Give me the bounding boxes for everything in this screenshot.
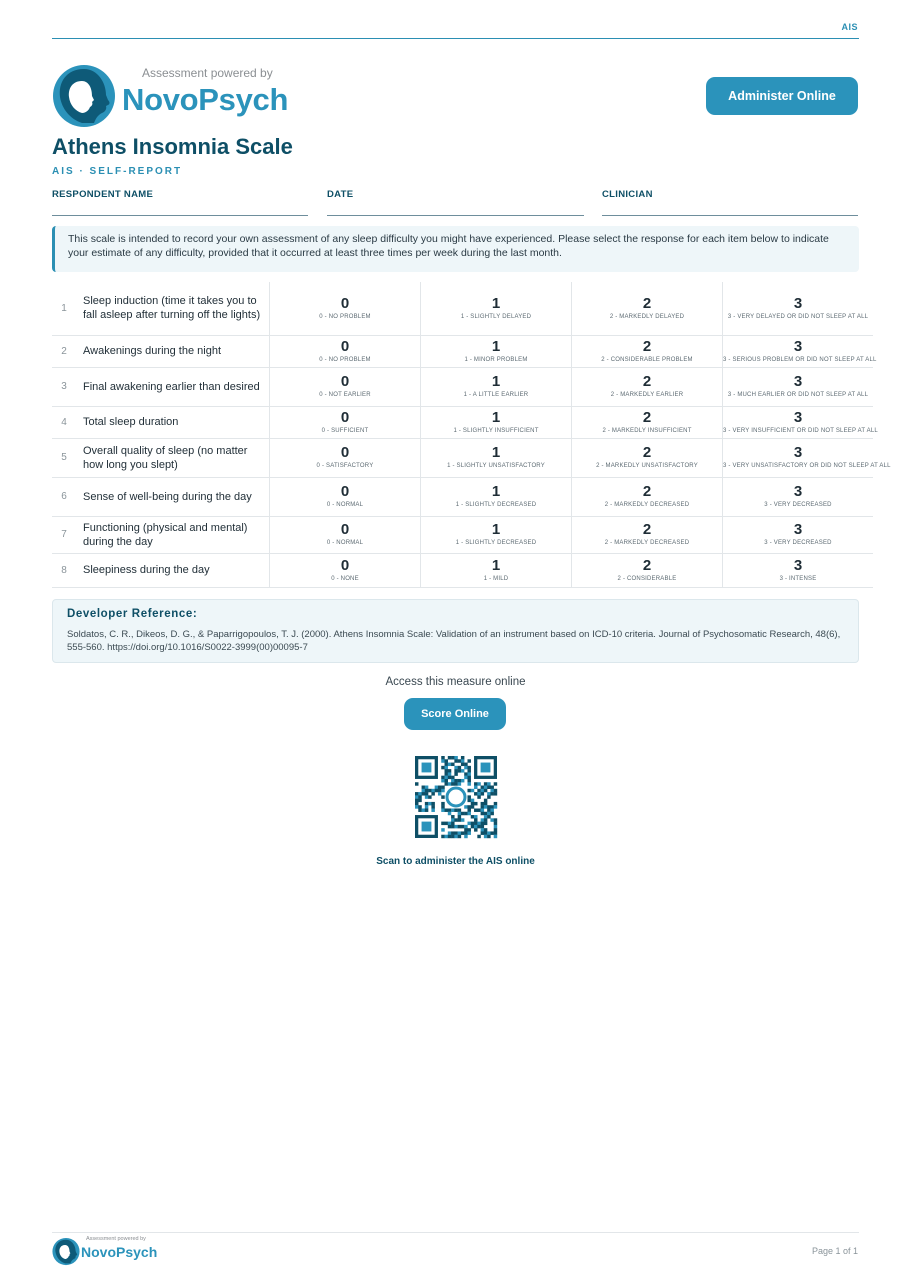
option-value: 0: [340, 521, 350, 538]
option-value: 1: [491, 556, 501, 574]
page-number: Page 1 of 1: [811, 1246, 858, 1256]
item-row: [52, 282, 873, 335]
items-table: [52, 282, 891, 588]
option-value: 3: [793, 373, 803, 390]
response-option[interactable]: [421, 553, 572, 587]
item-row: [52, 438, 873, 477]
response-option[interactable]: [572, 406, 723, 438]
option-label: 1 - SLIGHTLY DELAYED: [460, 313, 532, 320]
option-label: 1 - SLIGHTLY DECREASED: [455, 502, 537, 508]
response-option[interactable]: [723, 367, 874, 406]
option-label: 2 - CONSIDERABLE PROBLEM: [601, 356, 693, 363]
response-option[interactable]: [723, 282, 874, 335]
option-label: 2 - MARKEDLY EARLIER: [610, 392, 684, 398]
option-value: 2: [642, 337, 652, 355]
head-silhouette-icon: [52, 63, 116, 129]
response-option[interactable]: [421, 438, 572, 477]
response-option[interactable]: [572, 335, 723, 367]
option-label: 2 - MARKEDLY DECREASED: [604, 540, 690, 546]
item-row: [52, 367, 873, 406]
option-value: 1: [491, 521, 501, 538]
response-option[interactable]: [572, 438, 723, 477]
option-value: 3: [793, 444, 803, 461]
qr-code-icon[interactable]: [415, 756, 497, 838]
option-label: 3 - VERY DECREASED: [764, 502, 832, 508]
option-value: 0: [340, 408, 350, 426]
response-option[interactable]: [421, 406, 572, 438]
response-option[interactable]: [421, 367, 572, 406]
item-row: [52, 516, 873, 553]
access-online-text: Access this measure online: [385, 676, 526, 688]
item-question: Functioning (physical and mental) during the day: [76, 516, 270, 553]
option-label: 1 - SLIGHTLY UNSATISFACTORY: [447, 463, 545, 469]
option-label: 0 - SATISFACTORY: [316, 463, 374, 469]
response-option[interactable]: [270, 367, 421, 406]
option-value: 2: [642, 373, 652, 390]
score-online-button[interactable]: Score Online: [404, 698, 506, 730]
scan-text: Scan to administer the AIS online: [376, 856, 535, 867]
option-label: 0 - NO PROBLEM: [319, 356, 371, 363]
option-label: 2 - MARKEDLY DECREASED: [604, 502, 690, 508]
page-subtitle: AIS · SELF-REPORT: [52, 166, 183, 177]
option-value: 0: [340, 556, 350, 574]
response-option[interactable]: [723, 406, 878, 438]
item-number: 2: [61, 345, 67, 357]
response-option[interactable]: [421, 477, 572, 516]
item-number: 6: [61, 491, 67, 502]
option-value: 3: [793, 483, 803, 500]
footer-powered-by: Assessment powered by: [86, 1236, 146, 1242]
option-value: 1: [491, 483, 501, 500]
response-option[interactable]: [723, 477, 874, 516]
item-question: Sense of well-being during the day: [76, 477, 270, 516]
respondent-name-label: RESPONDENT NAME: [52, 189, 154, 200]
item-row: [52, 406, 873, 438]
date-label: DATE: [327, 189, 354, 200]
response-option[interactable]: [572, 282, 723, 335]
option-label: 3 - VERY UNSATISFACTORY OR DID NOT SLEEP AT ALL: [723, 463, 891, 469]
item-question: Sleepiness during the day: [76, 553, 270, 587]
response-option[interactable]: [723, 335, 877, 367]
item-number: 7: [61, 529, 67, 540]
response-option[interactable]: [421, 282, 572, 335]
logo-brand: NovoPsych: [122, 82, 289, 117]
option-value: 2: [642, 556, 652, 574]
response-option[interactable]: [270, 282, 421, 335]
clinician-label: CLINICIAN: [602, 189, 653, 200]
developer-reference-citation: Soldatos, C. R., Dikeos, D. G., & Paparrigopoulos, T. J. (2000). Athens Insomnia Scale: Validation of an instrument based on ICD-10 criteria. Journal of Psychosomatic Research, 48(6), 555-560. https://doi.org/10.1016/S0022-3999(00)00095-7: [67, 629, 841, 653]
option-value: 2: [642, 408, 652, 426]
response-option[interactable]: [270, 516, 421, 553]
item-number: 5: [61, 452, 67, 463]
option-value: 2: [642, 483, 652, 500]
option-label: 2 - MARKEDLY UNSATISFACTORY: [596, 463, 698, 469]
item-number: 1: [61, 302, 67, 314]
option-value: 2: [642, 444, 652, 461]
item-number: 8: [61, 564, 67, 576]
item-question: Total sleep duration: [76, 406, 270, 438]
option-label: 3 - VERY DELAYED OR DID NOT SLEEP AT ALL: [727, 313, 869, 320]
option-value: 1: [491, 444, 501, 461]
clinician-field[interactable]: [602, 215, 858, 216]
option-label: 3 - VERY INSUFFICIENT OR DID NOT SLEEP AT ALL: [723, 427, 878, 434]
option-label: 0 - NO PROBLEM: [319, 313, 371, 320]
option-value: 3: [793, 556, 803, 574]
option-value: 2: [642, 521, 652, 538]
option-label: 1 - A LITTLE EARLIER: [463, 392, 529, 398]
item-question: Sleep induction (time it takes you to fall asleep after turning off the lights): [76, 282, 270, 335]
option-label: 0 - NORMAL: [326, 502, 364, 508]
response-option[interactable]: [572, 553, 723, 587]
response-option[interactable]: [572, 367, 723, 406]
item-question: Awakenings during the night: [76, 335, 270, 367]
date-field[interactable]: [327, 215, 584, 216]
response-option[interactable]: [270, 335, 421, 367]
option-value: 0: [340, 337, 350, 355]
option-value: 0: [340, 444, 350, 461]
administer-online-button[interactable]: Administer Online: [706, 77, 858, 115]
header-divider: [52, 38, 859, 39]
option-value: 1: [491, 337, 501, 355]
instructions-box: This scale is intended to record your own assessment of any sleep difficulty you might have experienced. Please select the response for each item below to indicate your estimate of any difficulty, provided that it occurred at least three times per week during the last month.: [52, 226, 859, 272]
option-label: 0 - NONE: [331, 575, 359, 582]
option-label: 3 - INTENSE: [779, 575, 817, 582]
response-option[interactable]: [723, 516, 874, 553]
option-value: 2: [642, 294, 652, 312]
response-option[interactable]: [572, 516, 723, 553]
footer-brand: NovoPsych: [81, 1244, 158, 1260]
item-row: [52, 553, 873, 587]
option-label: 0 - SUFFICIENT: [321, 427, 369, 434]
developer-reference: [52, 599, 859, 663]
option-label: 3 - MUCH EARLIER OR DID NOT SLEEP AT ALL: [727, 392, 869, 398]
option-label: 2 - MARKEDLY INSUFFICIENT: [602, 427, 692, 434]
response-option[interactable]: [421, 516, 572, 553]
item-number: 3: [61, 381, 67, 392]
option-value: 3: [793, 294, 803, 312]
option-label: 2 - MARKEDLY DELAYED: [609, 313, 685, 320]
option-label: 0 - NOT EARLIER: [319, 392, 371, 398]
response-option[interactable]: [270, 553, 421, 587]
option-value: 3: [793, 521, 803, 538]
item-question: Overall quality of sleep (no matter how long you slept): [76, 438, 270, 477]
novopsych-logo: [52, 62, 302, 130]
footer-head-icon: [52, 1237, 80, 1266]
option-value: 3: [793, 408, 803, 426]
option-label: 1 - SLIGHTLY INSUFFICIENT: [453, 427, 539, 434]
option-value: 1: [491, 408, 501, 426]
item-number: 4: [61, 416, 67, 428]
footer-divider: [52, 1232, 859, 1233]
response-option[interactable]: [270, 438, 421, 477]
option-value: 3: [793, 337, 803, 355]
respondent-name-field[interactable]: [52, 215, 308, 216]
option-label: 1 - MILD: [483, 575, 509, 582]
item-row: [52, 335, 873, 367]
option-value: 0: [340, 483, 350, 500]
response-option[interactable]: [270, 477, 421, 516]
option-label: 3 - VERY DECREASED: [764, 540, 832, 546]
option-value: 0: [340, 373, 350, 390]
item-row: [52, 477, 873, 516]
option-label: 3 - SERIOUS PROBLEM OR DID NOT SLEEP AT ALL: [723, 356, 877, 363]
response-option[interactable]: [723, 438, 891, 477]
response-option[interactable]: [572, 477, 723, 516]
response-option[interactable]: [723, 553, 874, 587]
option-value: 1: [491, 294, 501, 312]
developer-reference-heading: Developer Reference:: [67, 608, 198, 620]
footer-logo: [52, 1236, 172, 1268]
option-label: 0 - NORMAL: [326, 540, 364, 546]
option-value: 1: [491, 373, 501, 390]
option-label: 2 - CONSIDERABLE: [617, 575, 677, 582]
response-option[interactable]: [270, 406, 421, 438]
page-title: Athens Insomnia Scale: [52, 134, 293, 159]
logo-powered-by: Assessment powered by: [142, 66, 273, 80]
item-question: Final awakening earlier than desired: [76, 367, 270, 406]
option-label: 1 - MINOR PROBLEM: [464, 356, 528, 363]
option-value: 0: [340, 294, 350, 312]
header-code: AIS: [841, 22, 858, 32]
option-label: 1 - SLIGHTLY DECREASED: [455, 540, 537, 546]
response-option[interactable]: [421, 335, 572, 367]
